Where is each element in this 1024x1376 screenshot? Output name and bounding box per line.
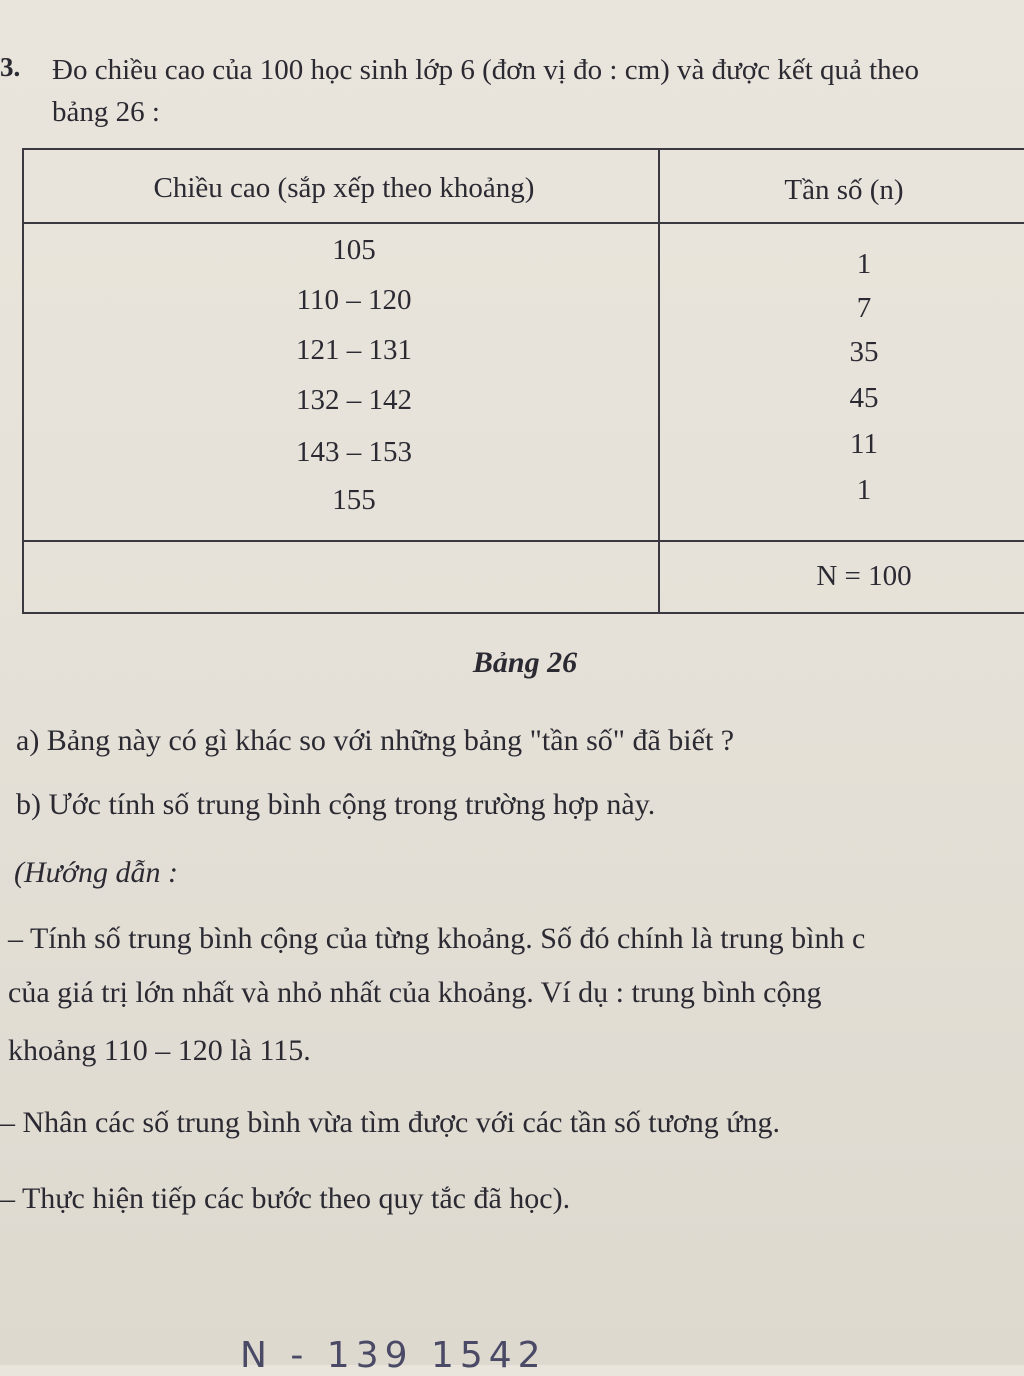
table-cell-height: 110 – 120 — [296, 284, 412, 316]
problem-number: 3. — [0, 52, 21, 82]
table-cell-height: 121 – 131 — [296, 334, 412, 366]
frequency-table — [22, 148, 1024, 614]
guide-title: (Hướng dẫn : — [14, 856, 179, 889]
handwritten-note: N - 139 1542 — [240, 1335, 547, 1376]
table-cell-height: 105 — [332, 234, 376, 266]
table-total: N = 100 — [816, 560, 912, 592]
table-header-divider — [24, 222, 1024, 224]
table-cell-height: 155 — [332, 484, 376, 516]
table-cell-frequency: 11 — [850, 428, 878, 460]
table-cell-frequency: 35 — [849, 336, 879, 368]
guide-line-5: – Thực hiện tiếp các bước theo quy tắc đã học). — [0, 1182, 571, 1215]
question-b: b) Ước tính số trung bình cộng trong trường hợp này. — [16, 788, 656, 821]
table-cell-frequency: 1 — [856, 474, 872, 506]
guide-line-3: khoảng 110 – 120 là 115. — [8, 1034, 311, 1067]
guide-line-2: của giá trị lớn nhất và nhỏ nhất của khoảng. Ví dụ : trung bình cộng — [8, 976, 822, 1009]
question-a: a) Bảng này có gì khác so với những bảng "tần số" đã biết ? — [16, 724, 735, 757]
table-header-height: Chiều cao (sắp xếp theo khoảng) — [153, 172, 535, 204]
table-header-frequency: Tần số (n) — [784, 174, 904, 206]
table-cell-height: 143 – 153 — [296, 436, 412, 468]
table-column-divider — [658, 150, 660, 612]
table-total-divider — [24, 540, 1024, 542]
table-cell-frequency: 7 — [856, 292, 872, 324]
guide-line-4: – Nhân các số trung bình vừa tìm được với các tần số tương ứng. — [0, 1106, 780, 1139]
problem-text-line-2: bảng 26 : — [52, 96, 160, 128]
table-caption: Bảng 26 — [472, 646, 578, 679]
table-cell-height: 132 – 142 — [296, 384, 412, 416]
table-cell-frequency: 1 — [856, 248, 872, 280]
guide-line-1: – Tính số trung bình cộng của từng khoảng. Số đó chính là trung bình c — [8, 922, 866, 955]
table-cell-frequency: 45 — [849, 382, 879, 414]
problem-text-line-1: Đo chiều cao của 100 học sinh lớp 6 (đơn vị đo : cm) và được kết quả theo — [52, 54, 920, 86]
